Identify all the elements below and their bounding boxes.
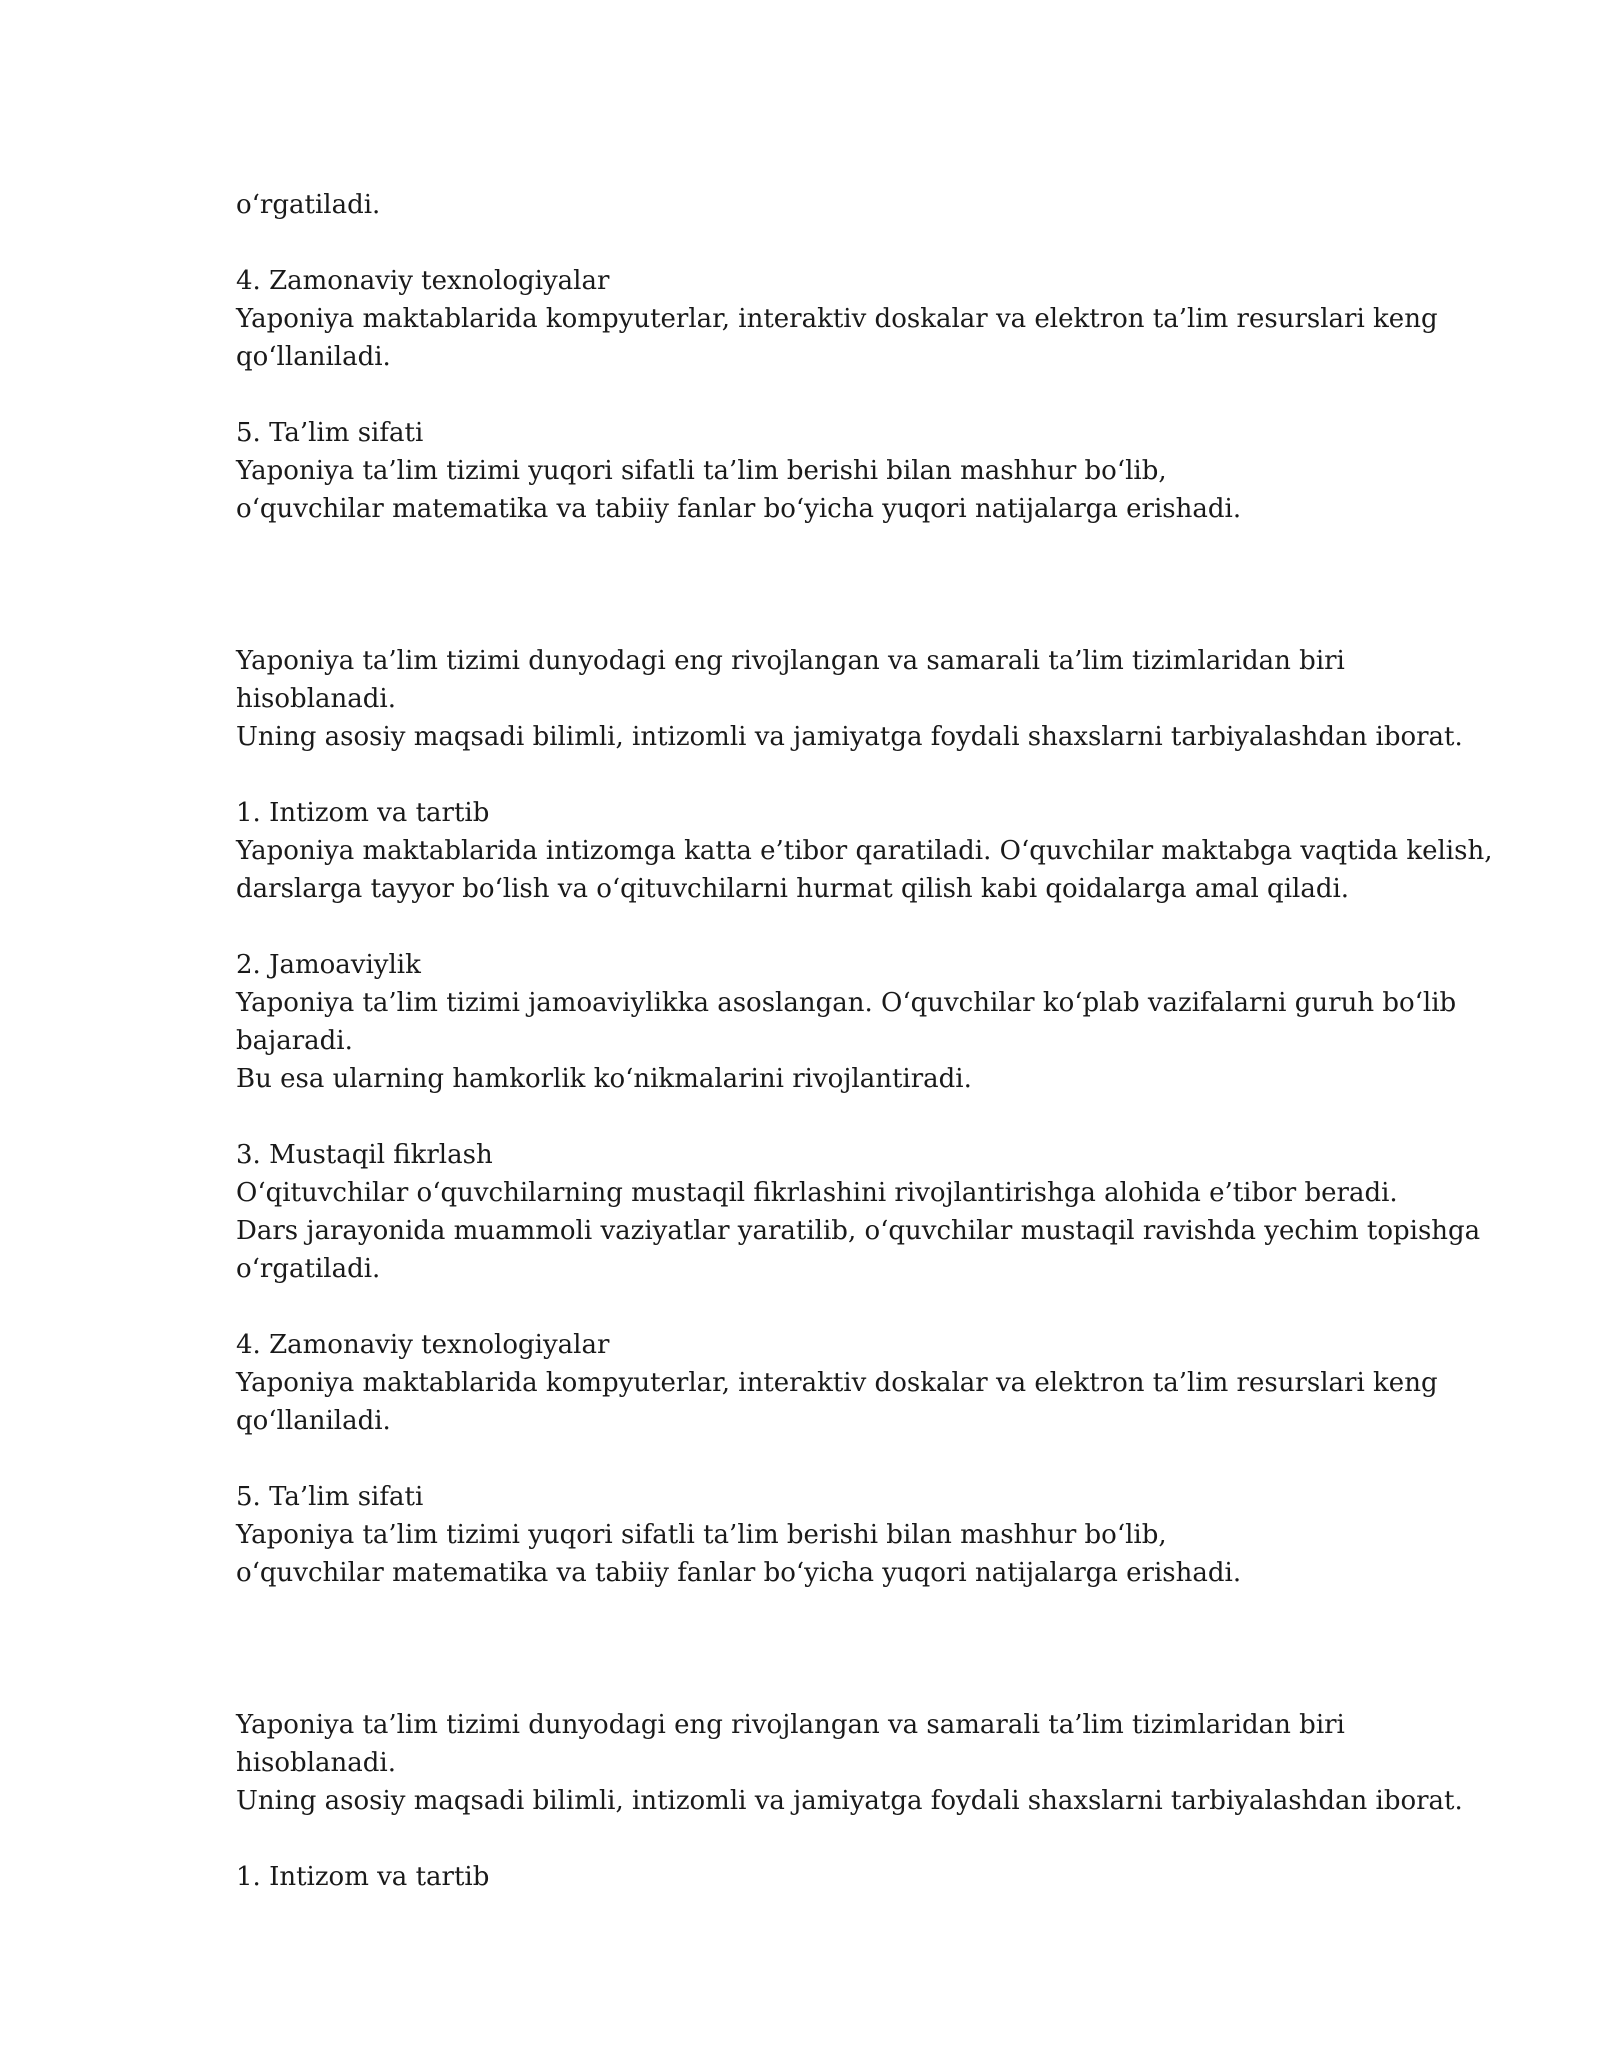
section-heading: 4. Zamonaviy texnologiyalar xyxy=(236,1330,610,1360)
blank-line xyxy=(236,528,1416,566)
text-line: qo‘llaniladi. xyxy=(236,342,391,372)
text-line: bajaradi. xyxy=(236,1026,353,1056)
document-body xyxy=(236,186,1493,1896)
text-line: Bu esa ularning hamkorlik ko‘nikmalarini rivojlantiradi. xyxy=(236,1064,972,1094)
text-line: Yaponiya ta’lim tizimi dunyodagi eng rivojlangan va samarali ta’lim tizimlaridan biri xyxy=(236,646,1345,676)
text-line: Yaponiya ta’lim tizimi dunyodagi eng rivojlangan va samarali ta’lim tizimlaridan biri xyxy=(236,1710,1345,1740)
blank-line xyxy=(236,908,1416,946)
blank-line xyxy=(236,224,1416,262)
section-heading: 1. Intizom va tartib xyxy=(236,798,490,828)
blank-line xyxy=(236,1288,1416,1326)
text-line: qo‘llaniladi. xyxy=(236,1406,391,1436)
text-line: hisoblanadi. xyxy=(236,684,396,714)
text-line: Yaponiya maktablarida kompyuterlar, interaktiv doskalar va elektron ta’lim resurslari keng xyxy=(236,1368,1438,1398)
section-heading: 4. Zamonaviy texnologiyalar xyxy=(236,266,610,296)
blank-line xyxy=(236,1820,1416,1858)
blank-line xyxy=(236,756,1416,794)
text-line: o‘quvchilar matematika va tabiiy fanlar bo‘yicha yuqori natijalarga erishadi. xyxy=(236,494,1242,524)
text-line: o‘rgatiladi. xyxy=(236,1254,381,1284)
text-line: Uning asosiy maqsadi bilimli, intizomli va jamiyatga foydali shaxslarni tarbiyalashdan iborat. xyxy=(236,722,1463,752)
section-heading: 2. Jamoaviylik xyxy=(236,950,421,980)
blank-line xyxy=(236,1098,1416,1136)
text-line: hisoblanadi. xyxy=(236,1748,396,1778)
text-line: Yaponiya ta’lim tizimi jamoaviylikka asoslangan. O‘quvchilar ko‘plab vazifalarni guruh bo‘lib xyxy=(236,988,1457,1018)
text-line: o‘rgatiladi. xyxy=(236,190,381,220)
blank-line xyxy=(236,566,1416,604)
blank-line xyxy=(236,1668,1416,1706)
text-line: Yaponiya ta’lim tizimi yuqori sifatli ta’lim berishi bilan mashhur bo‘lib, xyxy=(236,456,1167,486)
text-line: Yaponiya maktablarida intizomga katta e’tibor qaratiladi. O‘quvchilar maktabga vaqtida kelish, xyxy=(236,836,1493,866)
blank-line xyxy=(236,1630,1416,1668)
section-heading: 3. Mustaqil fikrlash xyxy=(236,1140,493,1170)
text-line: Dars jarayonida muammoli vaziyatlar yaratilib, o‘quvchilar mustaqil ravishda yechim topishga xyxy=(236,1216,1481,1246)
blank-line xyxy=(236,604,1416,642)
section-heading: 5. Ta’lim sifati xyxy=(236,1482,424,1512)
text-line: o‘quvchilar matematika va tabiiy fanlar bo‘yicha yuqori natijalarga erishadi. xyxy=(236,1558,1242,1588)
text-line: darslarga tayyor bo‘lish va o‘qituvchilarni hurmat qilish kabi qoidalarga amal qiladi. xyxy=(236,874,1350,904)
text-line: Uning asosiy maqsadi bilimli, intizomli va jamiyatga foydali shaxslarni tarbiyalashdan iborat. xyxy=(236,1786,1463,1816)
text-line: O‘qituvchilar o‘quvchilarning mustaqil fikrlashini rivojlantirishga alohida e’tibor beradi. xyxy=(236,1178,1398,1208)
text-line: Yaponiya maktablarida kompyuterlar, interaktiv doskalar va elektron ta’lim resurslari keng xyxy=(236,304,1438,334)
blank-line xyxy=(236,376,1416,414)
blank-line xyxy=(236,1440,1416,1478)
section-heading: 1. Intizom va tartib xyxy=(236,1862,490,1892)
text-line: Yaponiya ta’lim tizimi yuqori sifatli ta’lim berishi bilan mashhur bo‘lib, xyxy=(236,1520,1167,1550)
section-heading: 5. Ta’lim sifati xyxy=(236,418,424,448)
blank-line xyxy=(236,1592,1416,1630)
